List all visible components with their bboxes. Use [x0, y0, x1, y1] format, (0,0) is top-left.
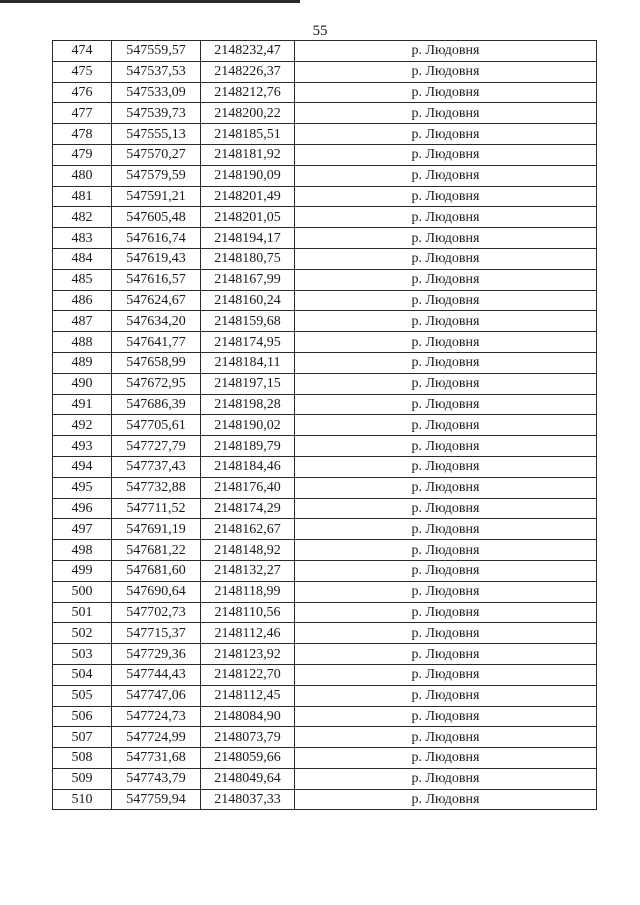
table-row [53, 124, 597, 145]
y-coordinate-cell: 2148118,99 [201, 581, 295, 602]
x-coordinate-cell: 547619,43 [112, 248, 201, 269]
point-number-cell: 494 [53, 456, 112, 477]
y-coordinate-cell: 2148160,24 [201, 290, 295, 311]
point-number-cell: 503 [53, 644, 112, 665]
x-coordinate-cell: 547759,94 [112, 789, 201, 810]
scan-top-border [0, 0, 300, 3]
point-number-cell: 486 [53, 290, 112, 311]
point-number-cell: 477 [53, 103, 112, 124]
table-row [53, 165, 597, 186]
x-coordinate-cell: 547591,21 [112, 186, 201, 207]
point-number-cell: 507 [53, 727, 112, 748]
table-row [53, 540, 597, 561]
point-number-cell: 492 [53, 415, 112, 436]
y-coordinate-cell: 2148159,68 [201, 311, 295, 332]
x-coordinate-cell: 547605,48 [112, 207, 201, 228]
x-coordinate-cell: 547616,74 [112, 228, 201, 249]
table-row [53, 560, 597, 581]
x-coordinate-cell: 547634,20 [112, 311, 201, 332]
x-coordinate-cell: 547711,52 [112, 498, 201, 519]
object-name-cell: р. Людовня [295, 727, 597, 748]
object-name-cell: р. Людовня [295, 664, 597, 685]
x-coordinate-cell: 547579,59 [112, 165, 201, 186]
y-coordinate-cell: 2148190,02 [201, 415, 295, 436]
y-coordinate-cell: 2148112,46 [201, 623, 295, 644]
object-name-cell: р. Людовня [295, 248, 597, 269]
object-name-cell: р. Людовня [295, 394, 597, 415]
x-coordinate-cell: 547743,79 [112, 768, 201, 789]
point-number-cell: 509 [53, 768, 112, 789]
y-coordinate-cell: 2148184,46 [201, 456, 295, 477]
object-name-cell: р. Людовня [295, 61, 597, 82]
point-number-cell: 501 [53, 602, 112, 623]
object-name-cell: р. Людовня [295, 498, 597, 519]
y-coordinate-cell: 2148190,09 [201, 165, 295, 186]
point-number-cell: 505 [53, 685, 112, 706]
x-coordinate-cell: 547702,73 [112, 602, 201, 623]
object-name-cell: р. Людовня [295, 82, 597, 103]
table-row [53, 602, 597, 623]
object-name-cell: р. Людовня [295, 748, 597, 769]
object-name-cell: р. Людовня [295, 332, 597, 353]
point-number-cell: 497 [53, 519, 112, 540]
object-name-cell: р. Людовня [295, 207, 597, 228]
object-name-cell: р. Людовня [295, 124, 597, 145]
point-number-cell: 475 [53, 61, 112, 82]
x-coordinate-cell: 547555,13 [112, 124, 201, 145]
object-name-cell: р. Людовня [295, 685, 597, 706]
y-coordinate-cell: 2148049,64 [201, 768, 295, 789]
table-row [53, 644, 597, 665]
x-coordinate-cell: 547559,57 [112, 41, 201, 62]
object-name-cell: р. Людовня [295, 290, 597, 311]
y-coordinate-cell: 2148132,27 [201, 560, 295, 581]
point-number-cell: 496 [53, 498, 112, 519]
object-name-cell: р. Людовня [295, 269, 597, 290]
x-coordinate-cell: 547641,77 [112, 332, 201, 353]
coordinates-table [52, 40, 597, 810]
y-coordinate-cell: 2148059,66 [201, 748, 295, 769]
point-number-cell: 493 [53, 436, 112, 457]
object-name-cell: р. Людовня [295, 165, 597, 186]
object-name-cell: р. Людовня [295, 415, 597, 436]
object-name-cell: р. Людовня [295, 352, 597, 373]
table-row [53, 498, 597, 519]
table-row [53, 519, 597, 540]
object-name-cell: р. Людовня [295, 436, 597, 457]
point-number-cell: 499 [53, 560, 112, 581]
y-coordinate-cell: 2148112,45 [201, 685, 295, 706]
point-number-cell: 506 [53, 706, 112, 727]
point-number-cell: 487 [53, 311, 112, 332]
x-coordinate-cell: 547533,09 [112, 82, 201, 103]
point-number-cell: 495 [53, 477, 112, 498]
x-coordinate-cell: 547715,37 [112, 623, 201, 644]
point-number-cell: 480 [53, 165, 112, 186]
table-row [53, 706, 597, 727]
table-row [53, 664, 597, 685]
object-name-cell: р. Людовня [295, 456, 597, 477]
x-coordinate-cell: 547686,39 [112, 394, 201, 415]
object-name-cell: р. Людовня [295, 581, 597, 602]
table-row [53, 352, 597, 373]
y-coordinate-cell: 2148201,49 [201, 186, 295, 207]
x-coordinate-cell: 547616,57 [112, 269, 201, 290]
y-coordinate-cell: 2148194,17 [201, 228, 295, 249]
table-row [53, 248, 597, 269]
point-number-cell: 478 [53, 124, 112, 145]
table-row [53, 727, 597, 748]
coordinates-table-body [53, 41, 597, 810]
table-row [53, 228, 597, 249]
x-coordinate-cell: 547724,73 [112, 706, 201, 727]
table-row [53, 394, 597, 415]
y-coordinate-cell: 2148084,90 [201, 706, 295, 727]
x-coordinate-cell: 547744,43 [112, 664, 201, 685]
object-name-cell: р. Людовня [295, 41, 597, 62]
y-coordinate-cell: 2148185,51 [201, 124, 295, 145]
table-row [53, 269, 597, 290]
point-number-cell: 481 [53, 186, 112, 207]
y-coordinate-cell: 2148201,05 [201, 207, 295, 228]
table-row [53, 623, 597, 644]
point-number-cell: 485 [53, 269, 112, 290]
object-name-cell: р. Людовня [295, 789, 597, 810]
y-coordinate-cell: 2148123,92 [201, 644, 295, 665]
x-coordinate-cell: 547747,06 [112, 685, 201, 706]
x-coordinate-cell: 547737,43 [112, 456, 201, 477]
table-row [53, 290, 597, 311]
object-name-cell: р. Людовня [295, 311, 597, 332]
table-row [53, 186, 597, 207]
y-coordinate-cell: 2148162,67 [201, 519, 295, 540]
table-row [53, 581, 597, 602]
x-coordinate-cell: 547624,67 [112, 290, 201, 311]
point-number-cell: 474 [53, 41, 112, 62]
point-number-cell: 490 [53, 373, 112, 394]
y-coordinate-cell: 2148200,22 [201, 103, 295, 124]
x-coordinate-cell: 547690,64 [112, 581, 201, 602]
object-name-cell: р. Людовня [295, 373, 597, 394]
y-coordinate-cell: 2148167,99 [201, 269, 295, 290]
x-coordinate-cell: 547732,88 [112, 477, 201, 498]
table-row [53, 332, 597, 353]
table-row [53, 748, 597, 769]
x-coordinate-cell: 547539,73 [112, 103, 201, 124]
y-coordinate-cell: 2148110,56 [201, 602, 295, 623]
table-row [53, 373, 597, 394]
point-number-cell: 476 [53, 82, 112, 103]
table-row [53, 436, 597, 457]
x-coordinate-cell: 547672,95 [112, 373, 201, 394]
object-name-cell: р. Людовня [295, 186, 597, 207]
y-coordinate-cell: 2148176,40 [201, 477, 295, 498]
y-coordinate-cell: 2148226,37 [201, 61, 295, 82]
x-coordinate-cell: 547570,27 [112, 144, 201, 165]
x-coordinate-cell: 547691,19 [112, 519, 201, 540]
y-coordinate-cell: 2148174,29 [201, 498, 295, 519]
object-name-cell: р. Людовня [295, 706, 597, 727]
object-name-cell: р. Людовня [295, 144, 597, 165]
x-coordinate-cell: 547727,79 [112, 436, 201, 457]
y-coordinate-cell: 2148198,28 [201, 394, 295, 415]
point-number-cell: 502 [53, 623, 112, 644]
table-row [53, 82, 597, 103]
object-name-cell: р. Людовня [295, 103, 597, 124]
object-name-cell: р. Людовня [295, 623, 597, 644]
point-number-cell: 510 [53, 789, 112, 810]
x-coordinate-cell: 547681,60 [112, 560, 201, 581]
point-number-cell: 498 [53, 540, 112, 561]
y-coordinate-cell: 2148181,92 [201, 144, 295, 165]
object-name-cell: р. Людовня [295, 228, 597, 249]
y-coordinate-cell: 2148189,79 [201, 436, 295, 457]
table-row [53, 207, 597, 228]
x-coordinate-cell: 547705,61 [112, 415, 201, 436]
y-coordinate-cell: 2148197,15 [201, 373, 295, 394]
y-coordinate-cell: 2148148,92 [201, 540, 295, 561]
y-coordinate-cell: 2148073,79 [201, 727, 295, 748]
y-coordinate-cell: 2148232,47 [201, 41, 295, 62]
x-coordinate-cell: 547681,22 [112, 540, 201, 561]
table-row [53, 768, 597, 789]
object-name-cell: р. Людовня [295, 477, 597, 498]
point-number-cell: 479 [53, 144, 112, 165]
point-number-cell: 508 [53, 748, 112, 769]
object-name-cell: р. Людовня [295, 644, 597, 665]
y-coordinate-cell: 2148037,33 [201, 789, 295, 810]
table-row [53, 685, 597, 706]
point-number-cell: 504 [53, 664, 112, 685]
table-row [53, 103, 597, 124]
table-row [53, 61, 597, 82]
point-number-cell: 489 [53, 352, 112, 373]
object-name-cell: р. Людовня [295, 519, 597, 540]
x-coordinate-cell: 547537,53 [112, 61, 201, 82]
y-coordinate-cell: 2148174,95 [201, 332, 295, 353]
point-number-cell: 483 [53, 228, 112, 249]
table-row [53, 789, 597, 810]
table-row [53, 477, 597, 498]
x-coordinate-cell: 547658,99 [112, 352, 201, 373]
x-coordinate-cell: 547729,36 [112, 644, 201, 665]
object-name-cell: р. Людовня [295, 602, 597, 623]
table-row [53, 456, 597, 477]
point-number-cell: 488 [53, 332, 112, 353]
table-row [53, 144, 597, 165]
object-name-cell: р. Людовня [295, 560, 597, 581]
table-row [53, 415, 597, 436]
y-coordinate-cell: 2148180,75 [201, 248, 295, 269]
x-coordinate-cell: 547724,99 [112, 727, 201, 748]
point-number-cell: 500 [53, 581, 112, 602]
x-coordinate-cell: 547731,68 [112, 748, 201, 769]
table-row [53, 311, 597, 332]
point-number-cell: 491 [53, 394, 112, 415]
page-number: 55 [312, 23, 328, 39]
object-name-cell: р. Людовня [295, 768, 597, 789]
object-name-cell: р. Людовня [295, 540, 597, 561]
y-coordinate-cell: 2148122,70 [201, 664, 295, 685]
table-row [53, 41, 597, 62]
y-coordinate-cell: 2148184,11 [201, 352, 295, 373]
point-number-cell: 482 [53, 207, 112, 228]
point-number-cell: 484 [53, 248, 112, 269]
y-coordinate-cell: 2148212,76 [201, 82, 295, 103]
